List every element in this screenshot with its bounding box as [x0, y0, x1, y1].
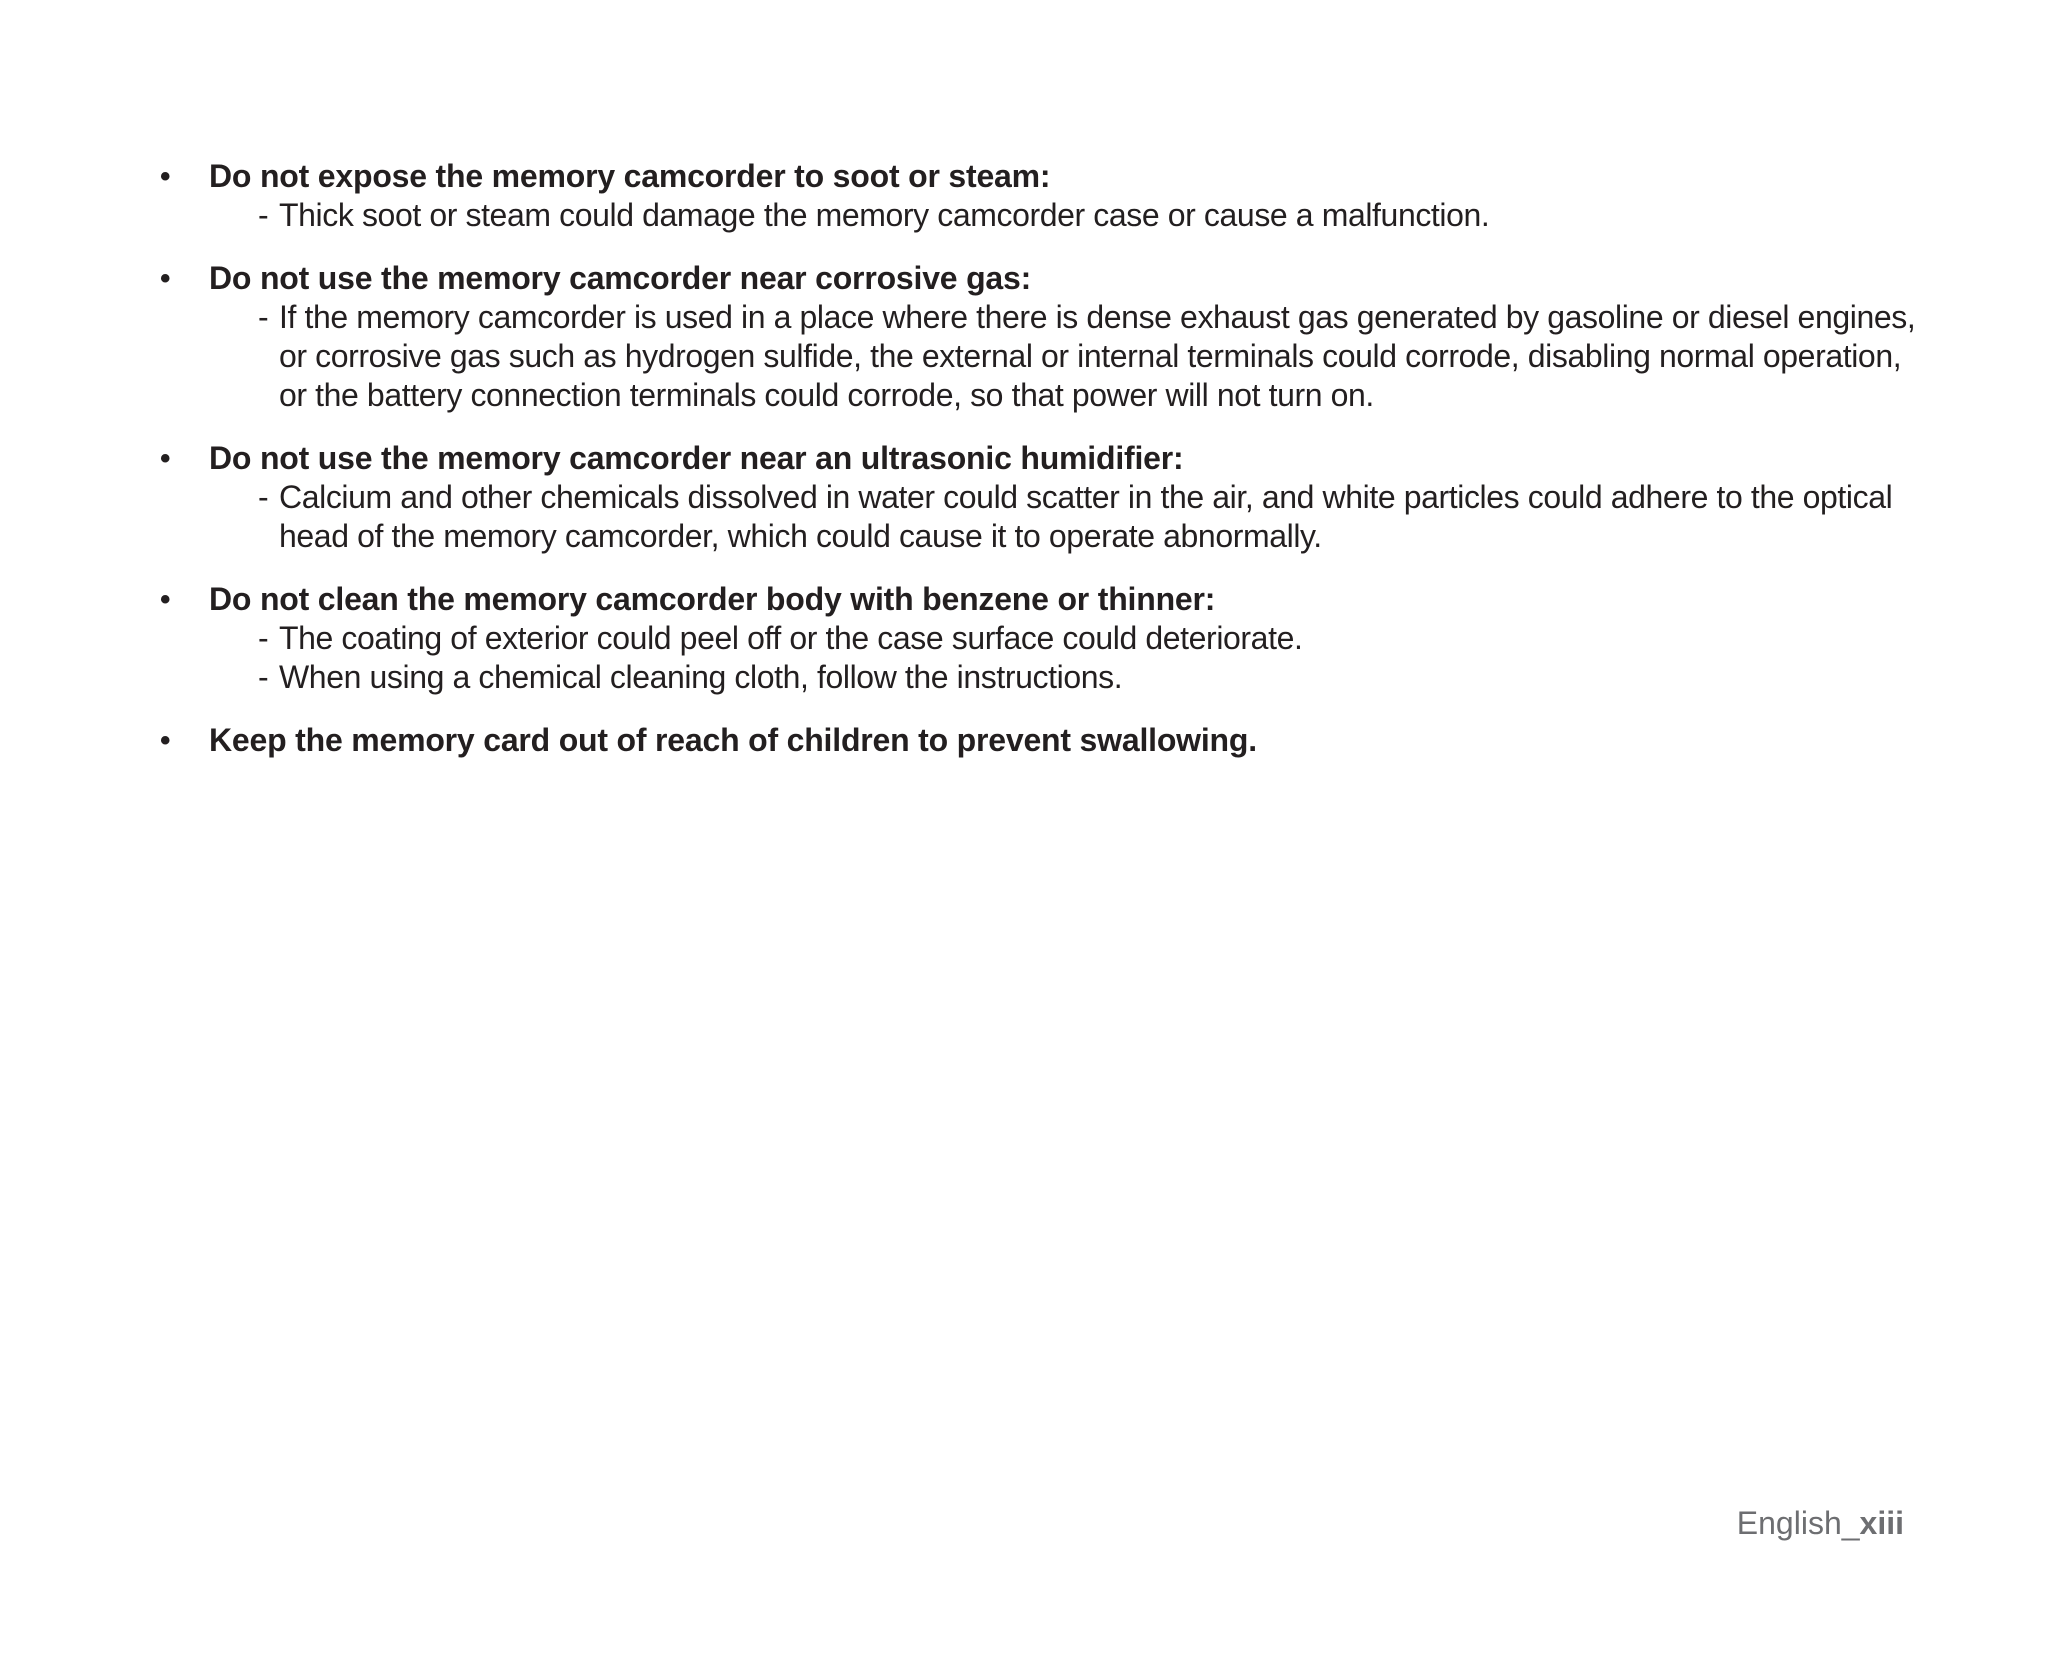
detail-text: Calcium and other chemicals dissolved in water could scatter in the air, and white particles could adhere to the optical head of the memory camcorder, which could cause it to operate abnormally. — [279, 479, 1893, 554]
list-item — [160, 157, 1920, 235]
page-footer — [1737, 1503, 1904, 1543]
bullet-icon: • — [160, 160, 171, 193]
item-heading: Do not clean the memory camcorder body with benzene or thinner: — [209, 581, 1216, 617]
item-detail — [258, 478, 1920, 556]
detail-text: If the memory camcorder is used in a place where there is dense exhaust gas generated by gasoline or diesel engines, or corrosive gas such as hydrogen sulfide, the external or internal terminals could corrode, disabling normal operation, or the battery connection terminals could corrode, so that power will not turn on. — [279, 299, 1916, 413]
bullet-icon: • — [160, 442, 171, 475]
detail-text: The coating of exterior could peel off or the case surface could deteriorate. — [279, 620, 1303, 656]
dash-icon: - — [258, 479, 269, 515]
precautions-list — [160, 157, 1920, 784]
item-heading: Do not use the memory camcorder near an ultrasonic humidifier: — [209, 440, 1184, 476]
list-item — [160, 439, 1920, 556]
list-item — [160, 580, 1920, 697]
bullet-icon: • — [160, 724, 171, 757]
item-heading: Do not expose the memory camcorder to soot or steam: — [209, 158, 1051, 194]
dash-icon: - — [258, 620, 269, 656]
list-item — [160, 721, 1920, 760]
bullet-icon: • — [160, 262, 171, 295]
item-detail — [258, 658, 1920, 697]
detail-text: When using a chemical cleaning cloth, follow the instructions. — [279, 659, 1123, 695]
item-heading: Keep the memory card out of reach of children to prevent swallowing. — [209, 722, 1257, 758]
bullet-icon: • — [160, 583, 171, 616]
item-detail — [258, 619, 1920, 658]
item-heading: Do not use the memory camcorder near corrosive gas: — [209, 260, 1032, 296]
item-detail — [258, 196, 1920, 235]
dash-icon: - — [258, 299, 269, 335]
dash-icon: - — [258, 659, 269, 695]
list-item — [160, 259, 1920, 415]
item-detail — [258, 298, 1920, 415]
footer-language: English_ — [1736, 1505, 1860, 1541]
dash-icon: - — [258, 197, 269, 233]
page-number: xiii — [1859, 1505, 1904, 1541]
detail-text: Thick soot or steam could damage the memory camcorder case or cause a malfunction. — [279, 197, 1490, 233]
